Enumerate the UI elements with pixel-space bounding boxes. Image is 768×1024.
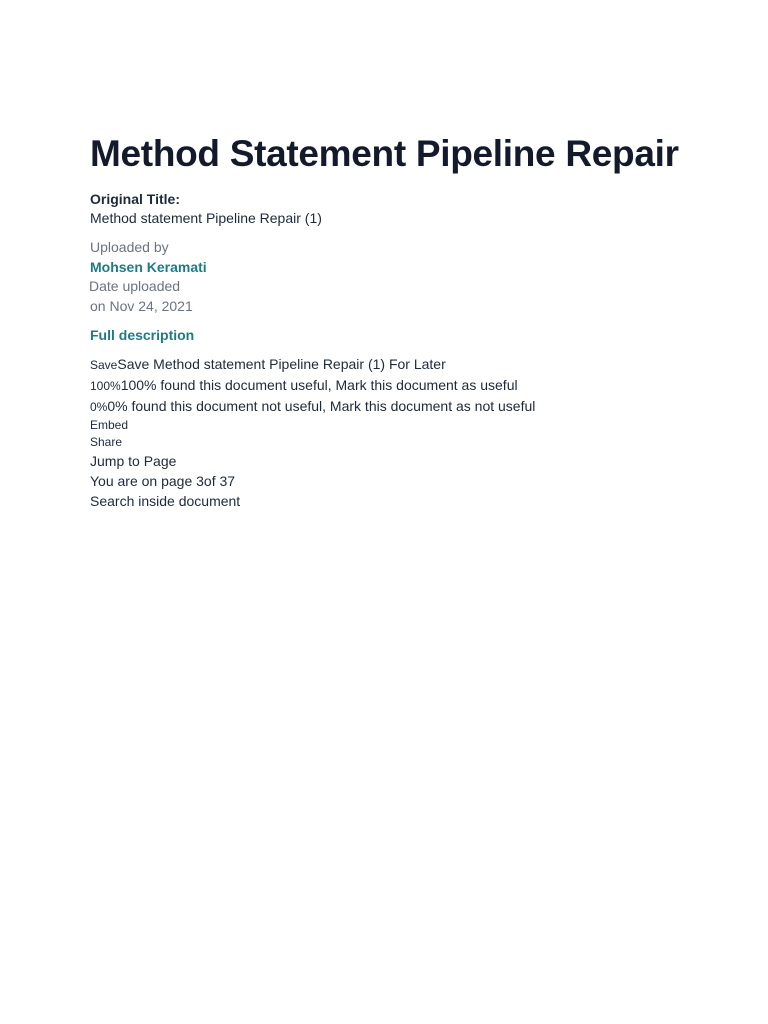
original-title-label: Original Title: (90, 191, 180, 207)
jump-to-page-button[interactable]: Jump to Page (90, 453, 177, 469)
date-uploaded-label: Date uploaded (89, 278, 181, 294)
save-long-label: Save Method statement Pipeline Repair (1) For Later (117, 356, 446, 372)
page-status-text: You are on page 3of 37 (90, 473, 236, 489)
date-uploaded-value: on Nov 24, 2021 (90, 298, 193, 314)
share-button[interactable]: Share (90, 435, 123, 449)
embed-button[interactable]: Embed (90, 418, 129, 432)
search-inside-document[interactable]: Search inside document (90, 493, 241, 509)
not-useful-label: 0% found this document not useful, Mark this document as not useful (107, 398, 536, 414)
document-title: Method Statement Pipeline Repair (90, 133, 679, 174)
document-info-panel (90, 128, 690, 511)
not-useful-percent: 0% (90, 400, 108, 414)
save-short-label: Save (90, 358, 118, 372)
author-link[interactable]: Mohsen Keramati (90, 259, 207, 275)
save-for-later-button[interactable] (90, 354, 690, 375)
uploaded-by-label: Uploaded by (90, 239, 169, 255)
useful-percent: 100% (90, 379, 121, 393)
useful-label: 100% found this document useful, Mark this document as useful (120, 377, 518, 393)
mark-useful-button[interactable] (90, 375, 690, 396)
original-title-value: Method statement Pipeline Repair (1) (90, 210, 322, 226)
full-description-link[interactable]: Full description (90, 327, 195, 343)
mark-not-useful-button[interactable] (90, 396, 690, 417)
